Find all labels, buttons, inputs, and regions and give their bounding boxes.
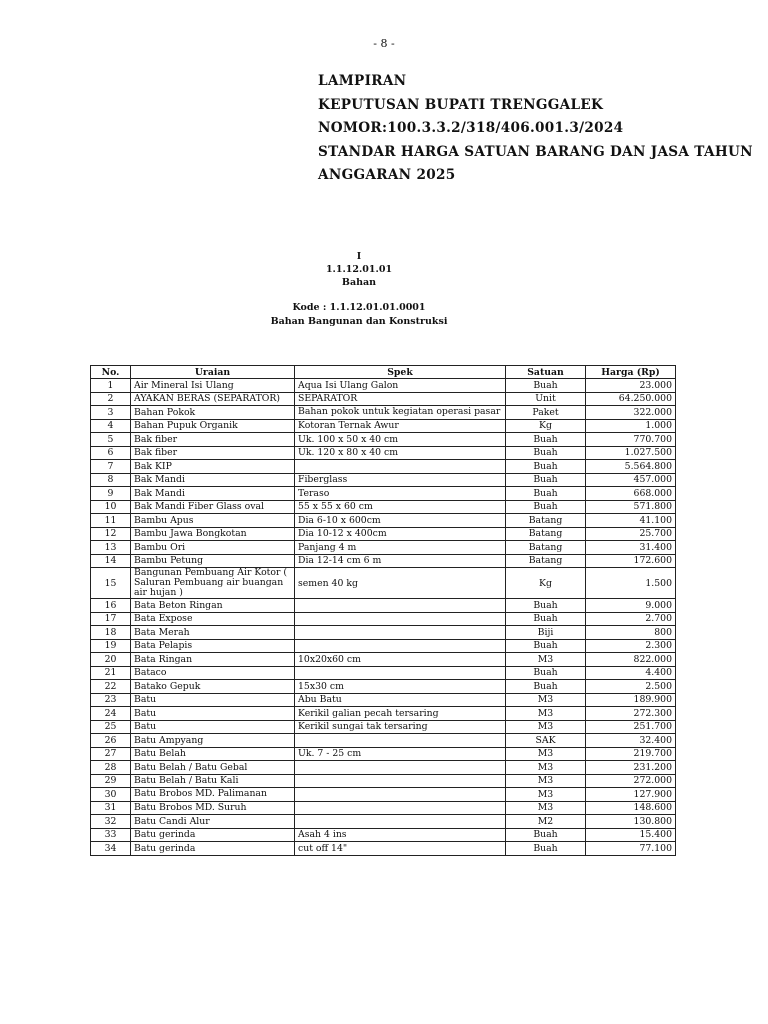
cell-no: 13: [91, 541, 131, 555]
cell-harga: 822.000: [586, 653, 676, 667]
cell-harga: 172.600: [586, 554, 676, 568]
header-uraian: Uraian: [131, 366, 295, 379]
classification-level: I: [356, 251, 362, 262]
table-row: [91, 666, 676, 680]
cell-no: 2: [91, 392, 131, 406]
cell-spek: Dia 6-10 x 600cm: [295, 514, 506, 528]
cell-harga: 571.800: [586, 500, 676, 514]
cell-no: 14: [91, 554, 131, 568]
cell-harga: 668.000: [586, 487, 676, 501]
cell-harga: 272.000: [586, 774, 676, 788]
cell-satuan: Buah: [506, 487, 586, 501]
cell-no: 26: [91, 734, 131, 748]
cell-uraian: Bak fiber: [131, 446, 295, 460]
table-row: [91, 653, 676, 667]
cell-satuan: Buah: [506, 842, 586, 856]
cell-uraian: Batu Belah / Batu Kali: [131, 774, 295, 788]
cell-no: 8: [91, 473, 131, 487]
page-number: - 8 -: [373, 37, 395, 50]
heading-standar: STANDAR HARGA SATUAN BARANG DAN JASA TAHUN: [318, 143, 753, 160]
header-satuan: Satuan: [506, 366, 586, 379]
cell-harga: 272.300: [586, 707, 676, 721]
cell-spek: Bahan pokok untuk kegiatan operasi pasar: [295, 406, 506, 420]
cell-no: 15: [91, 568, 131, 599]
cell-no: 29: [91, 774, 131, 788]
cell-uraian: Batu gerinda: [131, 842, 295, 856]
cell-spek: Abu Batu: [295, 693, 506, 707]
cell-no: 34: [91, 842, 131, 856]
cell-satuan: Buah: [506, 460, 586, 474]
cell-no: 23: [91, 693, 131, 707]
cell-satuan: M2: [506, 815, 586, 829]
cell-no: 19: [91, 639, 131, 653]
table-row: [91, 774, 676, 788]
cell-spek: [295, 815, 506, 829]
cell-satuan: M3: [506, 707, 586, 721]
cell-uraian: Batu: [131, 707, 295, 721]
cell-spek: Uk. 120 x 80 x 40 cm: [295, 446, 506, 460]
cell-spek: [295, 774, 506, 788]
document-heading: [318, 70, 753, 188]
cell-satuan: M3: [506, 801, 586, 815]
cell-no: 11: [91, 514, 131, 528]
cell-no: 32: [91, 815, 131, 829]
cell-satuan: Buah: [506, 612, 586, 626]
cell-uraian: Bata Beton Ringan: [131, 599, 295, 613]
cell-satuan: Buah: [506, 379, 586, 393]
cell-satuan: Buah: [506, 666, 586, 680]
cell-harga: 770.700: [586, 433, 676, 447]
cell-satuan: Paket: [506, 406, 586, 420]
table-row: [91, 527, 676, 541]
cell-uraian: Batu Belah: [131, 747, 295, 761]
cell-no: 4: [91, 419, 131, 433]
cell-uraian: Batu Brobos MD. Suruh: [131, 801, 295, 815]
cell-satuan: Kg: [506, 568, 586, 599]
header-no: No.: [91, 366, 131, 379]
cell-harga: 1.000: [586, 419, 676, 433]
cell-uraian: Bambu Apus: [131, 514, 295, 528]
cell-spek: Dia 10-12 x 400cm: [295, 527, 506, 541]
cell-spek: [295, 460, 506, 474]
heading-anggaran: ANGGARAN 2025: [318, 167, 456, 183]
cell-uraian: Batu: [131, 693, 295, 707]
heading-keputusan: KEPUTUSAN BUPATI TRENGGALEK: [318, 96, 604, 113]
cell-no: 30: [91, 788, 131, 802]
table-row: [91, 626, 676, 640]
cell-uraian: Batu Ampyang: [131, 734, 295, 748]
cell-harga: 2.700: [586, 612, 676, 626]
cell-uraian: Bahan Pupuk Organik: [131, 419, 295, 433]
cell-spek: [295, 801, 506, 815]
cell-satuan: M3: [506, 653, 586, 667]
cell-no: 10: [91, 500, 131, 514]
cell-spek: 10x20x60 cm: [295, 653, 506, 667]
cell-harga: 457.000: [586, 473, 676, 487]
cell-spek: [295, 639, 506, 653]
cell-uraian: Batako Gepuk: [131, 680, 295, 694]
kode-block: [0, 301, 718, 329]
cell-no: 12: [91, 527, 131, 541]
table-row: [91, 828, 676, 842]
cell-satuan: Buah: [506, 500, 586, 514]
cell-uraian: Bak Mandi: [131, 487, 295, 501]
table-row: [91, 842, 676, 856]
cell-harga: 231.200: [586, 761, 676, 775]
cell-uraian: Batu Belah / Batu Gebal: [131, 761, 295, 775]
cell-uraian: Bak KIP: [131, 460, 295, 474]
cell-harga: 25.700: [586, 527, 676, 541]
header-spek: Spek: [295, 366, 506, 379]
cell-harga: 41.100: [586, 514, 676, 528]
cell-no: 27: [91, 747, 131, 761]
cell-harga: 1.500: [586, 568, 676, 599]
cell-satuan: M3: [506, 788, 586, 802]
header-harga: Harga (Rp): [586, 366, 676, 379]
cell-spek: Panjang 4 m: [295, 541, 506, 555]
table-row: [91, 707, 676, 721]
table-header-row: [91, 366, 676, 379]
cell-harga: 23.000: [586, 379, 676, 393]
cell-uraian: Bata Ringan: [131, 653, 295, 667]
cell-no: 20: [91, 653, 131, 667]
cell-satuan: Batang: [506, 541, 586, 555]
cell-spek: Uk. 100 x 50 x 40 cm: [295, 433, 506, 447]
cell-no: 17: [91, 612, 131, 626]
cell-spek: semen 40 kg: [295, 568, 506, 599]
cell-uraian: Bangunan Pembuang Air Kotor ( Saluran Pembuang air buangan air hujan ): [131, 568, 295, 599]
heading-nomor: NOMOR:100.3.3.2/318/406.001.3/2024: [318, 120, 624, 136]
table-row: [91, 815, 676, 829]
cell-spek: Kerikil sungai tak tersaring: [295, 720, 506, 734]
cell-satuan: M3: [506, 747, 586, 761]
cell-satuan: Batang: [506, 527, 586, 541]
cell-spek: [295, 666, 506, 680]
cell-harga: 2.500: [586, 680, 676, 694]
table-row: [91, 446, 676, 460]
table-row: [91, 747, 676, 761]
cell-spek: 15x30 cm: [295, 680, 506, 694]
table-row: [91, 720, 676, 734]
cell-satuan: Unit: [506, 392, 586, 406]
table-row: [91, 680, 676, 694]
cell-harga: 31.400: [586, 541, 676, 555]
cell-no: 33: [91, 828, 131, 842]
cell-harga: 77.100: [586, 842, 676, 856]
cell-spek: Asah 4 ins: [295, 828, 506, 842]
table-row: [91, 433, 676, 447]
cell-no: 28: [91, 761, 131, 775]
cell-spek: [295, 626, 506, 640]
cell-satuan: M3: [506, 720, 586, 734]
table-row: [91, 487, 676, 501]
cell-satuan: Buah: [506, 433, 586, 447]
cell-uraian: Bak Mandi Fiber Glass oval: [131, 500, 295, 514]
price-table: [90, 365, 676, 856]
cell-spek: [295, 599, 506, 613]
classification-code: 1.1.12.01.01: [325, 264, 393, 275]
cell-uraian: Bata Pelapis: [131, 639, 295, 653]
cell-no: 9: [91, 487, 131, 501]
cell-uraian: Bak fiber: [131, 433, 295, 447]
cell-satuan: SAK: [506, 734, 586, 748]
table-row: [91, 500, 676, 514]
cell-harga: 127.900: [586, 788, 676, 802]
cell-uraian: Batu: [131, 720, 295, 734]
table-row: [91, 406, 676, 420]
cell-no: 3: [91, 406, 131, 420]
table-row: [91, 599, 676, 613]
cell-harga: 219.700: [586, 747, 676, 761]
table-row: [91, 612, 676, 626]
cell-satuan: Batang: [506, 554, 586, 568]
cell-harga: 4.400: [586, 666, 676, 680]
cell-satuan: Buah: [506, 639, 586, 653]
table-row: [91, 734, 676, 748]
cell-harga: 322.000: [586, 406, 676, 420]
cell-harga: 5.564.800: [586, 460, 676, 474]
cell-no: 18: [91, 626, 131, 640]
table-row: [91, 761, 676, 775]
cell-no: 24: [91, 707, 131, 721]
table-row: [91, 541, 676, 555]
cell-no: 7: [91, 460, 131, 474]
kode-label: Kode : 1.1.12.01.01.0001: [292, 302, 426, 313]
cell-spek: Uk. 7 - 25 cm: [295, 747, 506, 761]
cell-no: 5: [91, 433, 131, 447]
cell-spek: [295, 761, 506, 775]
cell-satuan: Buah: [506, 473, 586, 487]
table-row: [91, 568, 676, 599]
cell-spek: [295, 734, 506, 748]
table-row: [91, 801, 676, 815]
table-row: [91, 460, 676, 474]
cell-uraian: Bambu Jawa Bongkotan: [131, 527, 295, 541]
cell-harga: 800: [586, 626, 676, 640]
cell-uraian: Bambu Petung: [131, 554, 295, 568]
table-row: [91, 379, 676, 393]
cell-harga: 64.250.000: [586, 392, 676, 406]
classification-name: Bahan: [341, 277, 377, 288]
cell-satuan: M3: [506, 761, 586, 775]
cell-spek: Kotoran Ternak Awur: [295, 419, 506, 433]
cell-uraian: Batu gerinda: [131, 828, 295, 842]
cell-satuan: Buah: [506, 828, 586, 842]
heading-lampiran: LAMPIRAN: [318, 73, 407, 89]
cell-spek: Teraso: [295, 487, 506, 501]
cell-harga: 1.027.500: [586, 446, 676, 460]
cell-no: 21: [91, 666, 131, 680]
cell-uraian: Bata Merah: [131, 626, 295, 640]
cell-spek: Aqua Isi Ulang Galon: [295, 379, 506, 393]
cell-uraian: Bahan Pokok: [131, 406, 295, 420]
cell-harga: 251.700: [586, 720, 676, 734]
cell-uraian: Batu Candi Alur: [131, 815, 295, 829]
cell-spek: Fiberglass: [295, 473, 506, 487]
cell-uraian: AYAKAN BERAS (SEPARATOR): [131, 392, 295, 406]
cell-spek: Dia 12-14 cm 6 m: [295, 554, 506, 568]
table-row: [91, 473, 676, 487]
cell-satuan: Buah: [506, 680, 586, 694]
cell-satuan: Batang: [506, 514, 586, 528]
cell-satuan: Biji: [506, 626, 586, 640]
cell-uraian: Air Mineral Isi Ulang: [131, 379, 295, 393]
cell-uraian: Batu Brobos MD. Palimanan: [131, 788, 295, 802]
classification-block: [0, 250, 718, 289]
cell-harga: 15.400: [586, 828, 676, 842]
table-row: [91, 693, 676, 707]
cell-no: 1: [91, 379, 131, 393]
cell-satuan: Buah: [506, 446, 586, 460]
cell-no: 22: [91, 680, 131, 694]
cell-uraian: Bak Mandi: [131, 473, 295, 487]
cell-spek: [295, 788, 506, 802]
cell-harga: 9.000: [586, 599, 676, 613]
cell-spek: SEPARATOR: [295, 392, 506, 406]
cell-no: 6: [91, 446, 131, 460]
cell-no: 25: [91, 720, 131, 734]
cell-no: 16: [91, 599, 131, 613]
table-row: [91, 554, 676, 568]
cell-uraian: Bambu Ori: [131, 541, 295, 555]
cell-uraian: Bata Expose: [131, 612, 295, 626]
cell-harga: 2.300: [586, 639, 676, 653]
cell-harga: 148.600: [586, 801, 676, 815]
cell-no: 31: [91, 801, 131, 815]
cell-satuan: Kg: [506, 419, 586, 433]
table-row: [91, 788, 676, 802]
table-row: [91, 419, 676, 433]
cell-harga: 189.900: [586, 693, 676, 707]
cell-spek: Kerikil galian pecah tersaring: [295, 707, 506, 721]
cell-harga: 32.400: [586, 734, 676, 748]
table-row: [91, 639, 676, 653]
table-row: [91, 392, 676, 406]
cell-satuan: M3: [506, 693, 586, 707]
kode-description: Bahan Bangunan dan Konstruksi: [270, 316, 448, 327]
cell-spek: 55 x 55 x 60 cm: [295, 500, 506, 514]
table-row: [91, 514, 676, 528]
cell-spek: [295, 612, 506, 626]
cell-uraian: Bataco: [131, 666, 295, 680]
cell-satuan: Buah: [506, 599, 586, 613]
table-body: [91, 379, 676, 856]
cell-spek: cut off 14": [295, 842, 506, 856]
cell-satuan: M3: [506, 774, 586, 788]
cell-harga: 130.800: [586, 815, 676, 829]
